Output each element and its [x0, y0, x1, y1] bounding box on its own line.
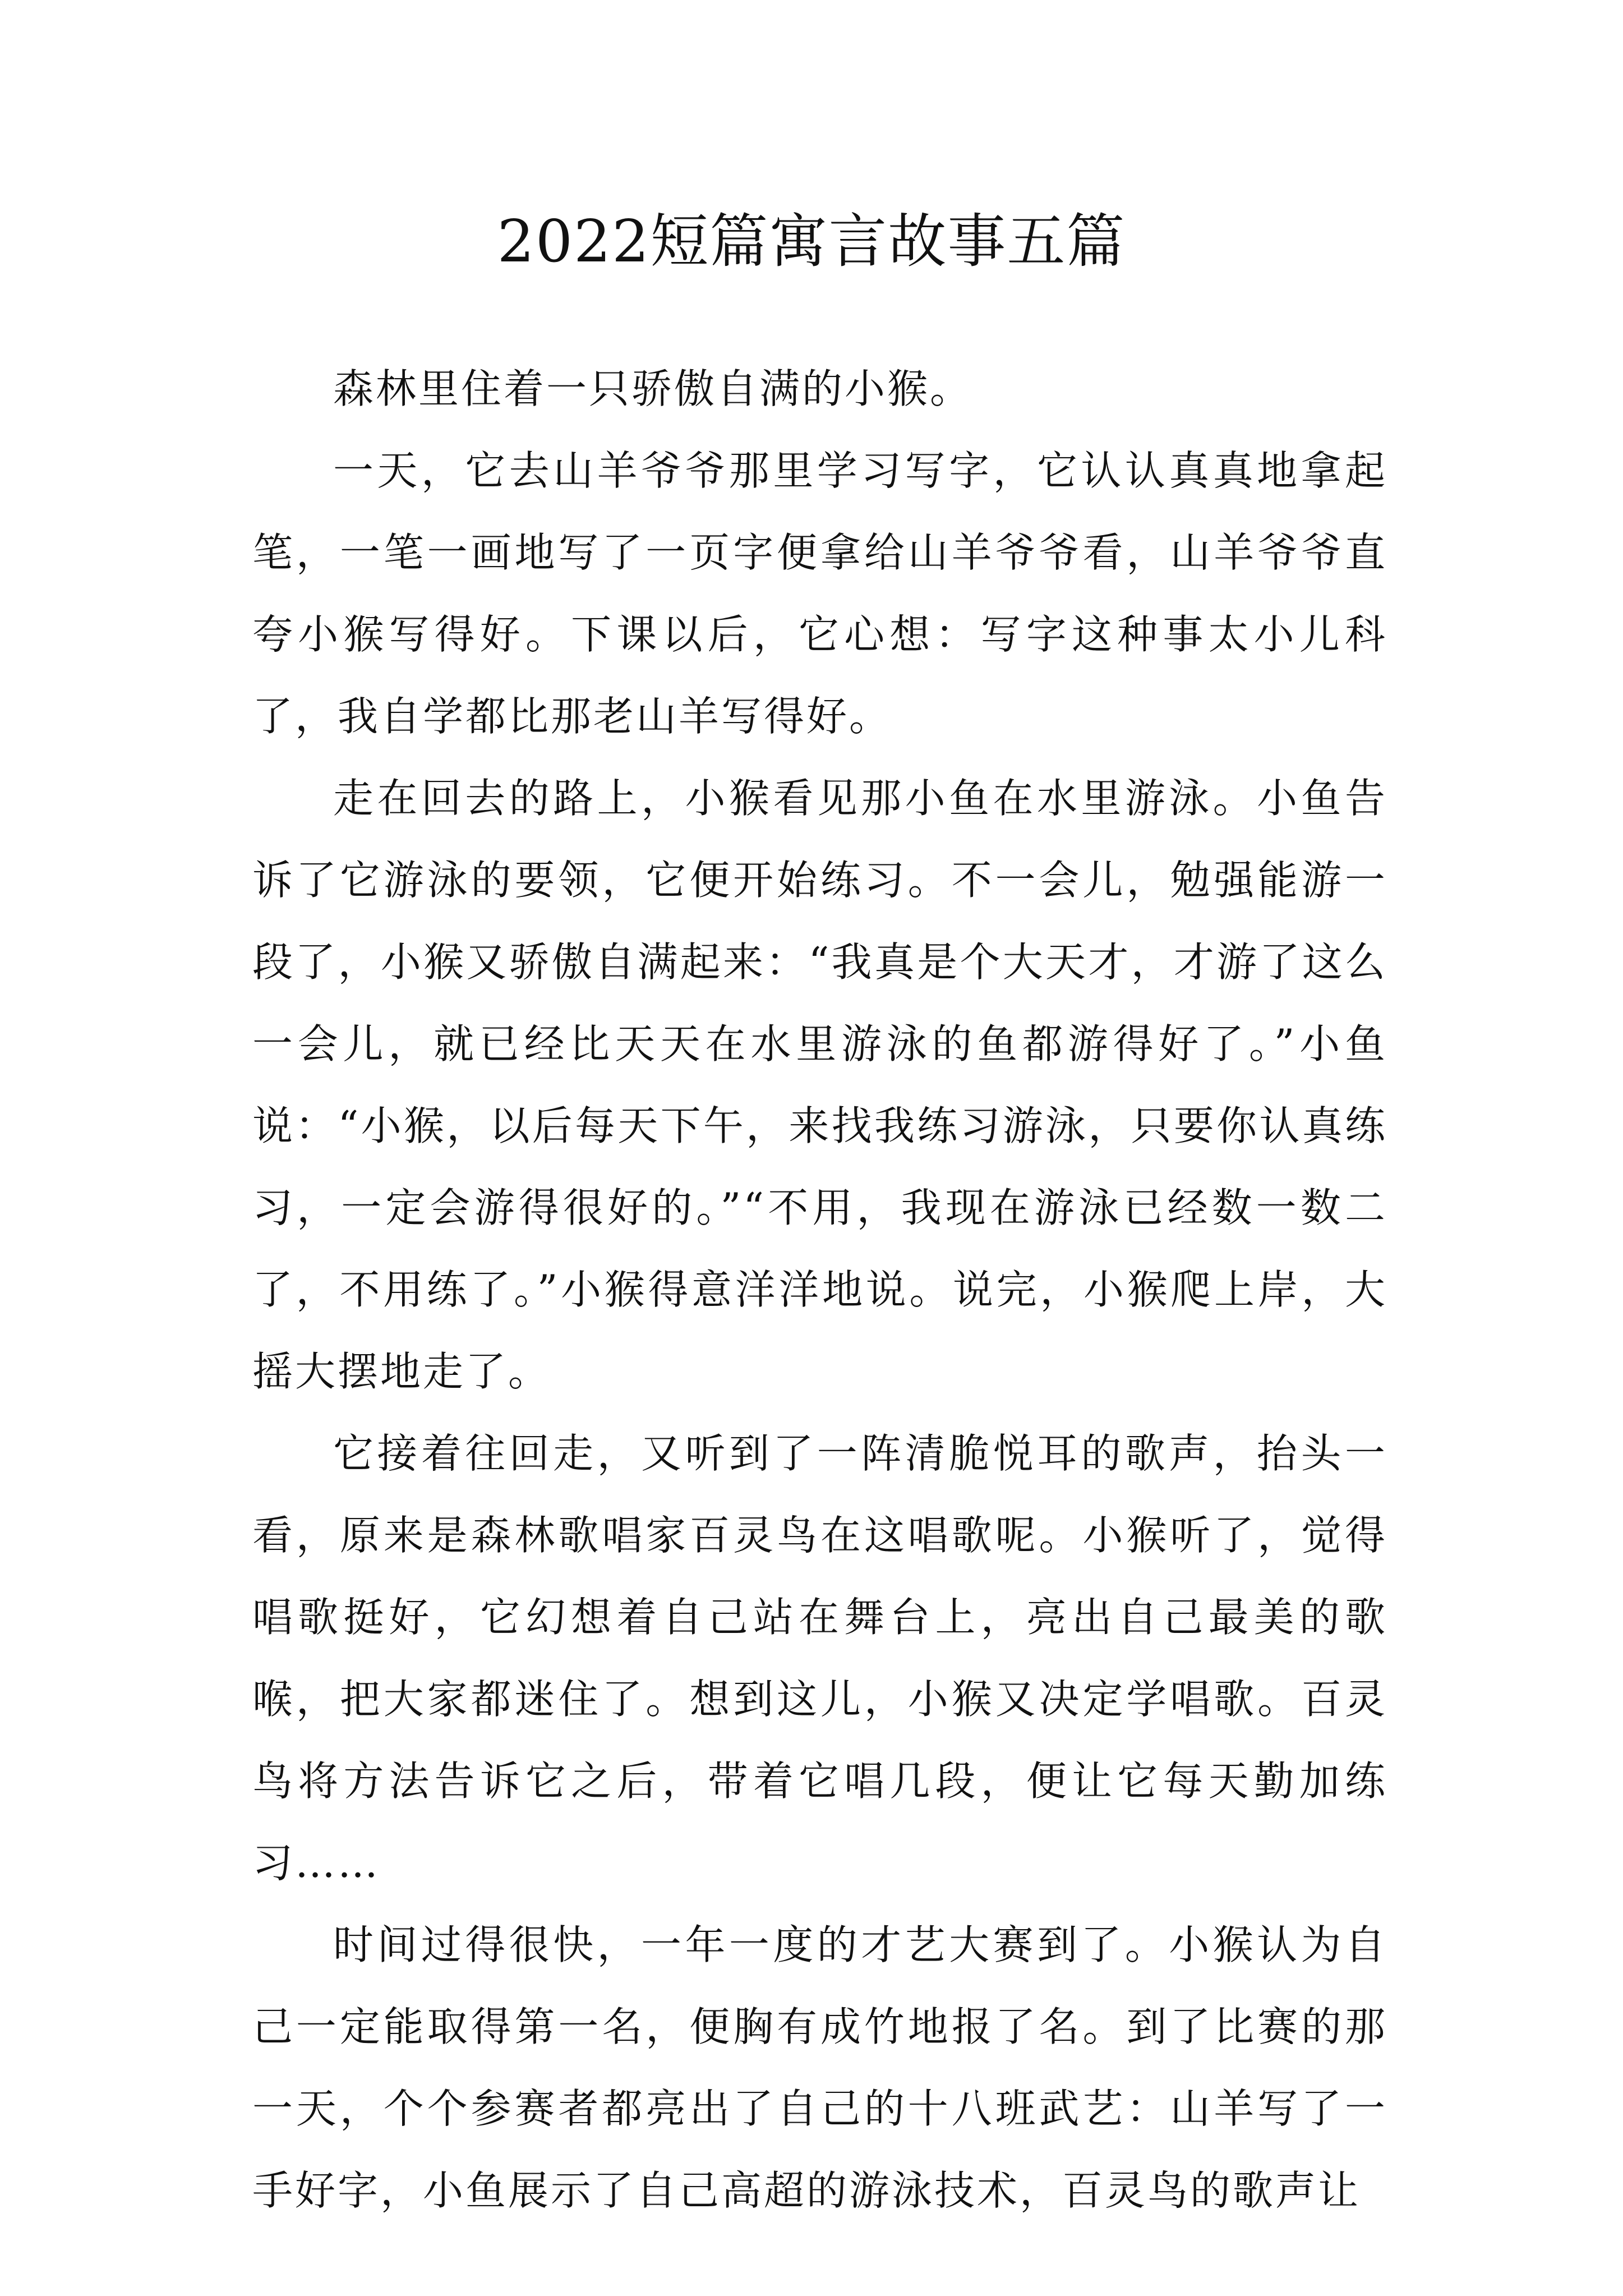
paragraph-4: 它接着往回走，又听到了一阵清脆悦耳的歌声，抬头一看，原来是森林歌唱家百灵鸟在这唱歌呢。小猴听了，觉得唱歌挺好，它幻想着自己站在舞台上，亮出自己最美的歌喉，把大家都迷住了。想到这儿，小猴又决定学唱歌。百灵鸟将方法告诉它之后，带着它唱几段，便让它每天勤加练习……: [252, 1430, 1387, 1887]
paragraph-5: 时间过得很快，一年一度的才艺大赛到了。小猴认为自己一定能取得第一名，便胸有成竹地报了名。到了比赛的那一天，个个参赛者都亮出了自己的十八班武艺：山羊写了一手好字，小鱼展示了自己高超的游泳技术，百灵鸟的歌声让: [252, 1921, 1387, 2214]
document-body: [252, 348, 1387, 2231]
paragraph-1: 森林里住着一只骄傲自满的小猴。: [333, 365, 973, 412]
document-title: 2022短篇寓言故事五篇: [497, 207, 1126, 275]
paragraph-3: 走在回去的路上，小猴看见那小鱼在水里游泳。小鱼告诉了它游泳的要领，它便开始练习。不一会儿，勉强能游一段了，小猴又骄傲自满起来：“我真是个大天才，才游了这么一会儿，就已经比天天在水里游泳的鱼都游得好了。”小鱼说：“小猴，以后每天下午，来找我练习游泳，只要你认真练习，一定会游得很好的。”“不用，我现在游泳已经数一数二了，不用练了。”小猴得意洋洋地说。说完，小猴爬上岸，大摇大摆地走了。: [252, 775, 1387, 1395]
paragraph-2: 一天，它去山羊爷爷那里学习写字，它认认真真地拿起笔，一笔一画地写了一页字便拿给山羊爷爷看，山羊爷爷直夸小猴写得好。下课以后，它心想：写字这种事太小儿科了，我自学都比那老山羊写得好。: [252, 447, 1387, 740]
